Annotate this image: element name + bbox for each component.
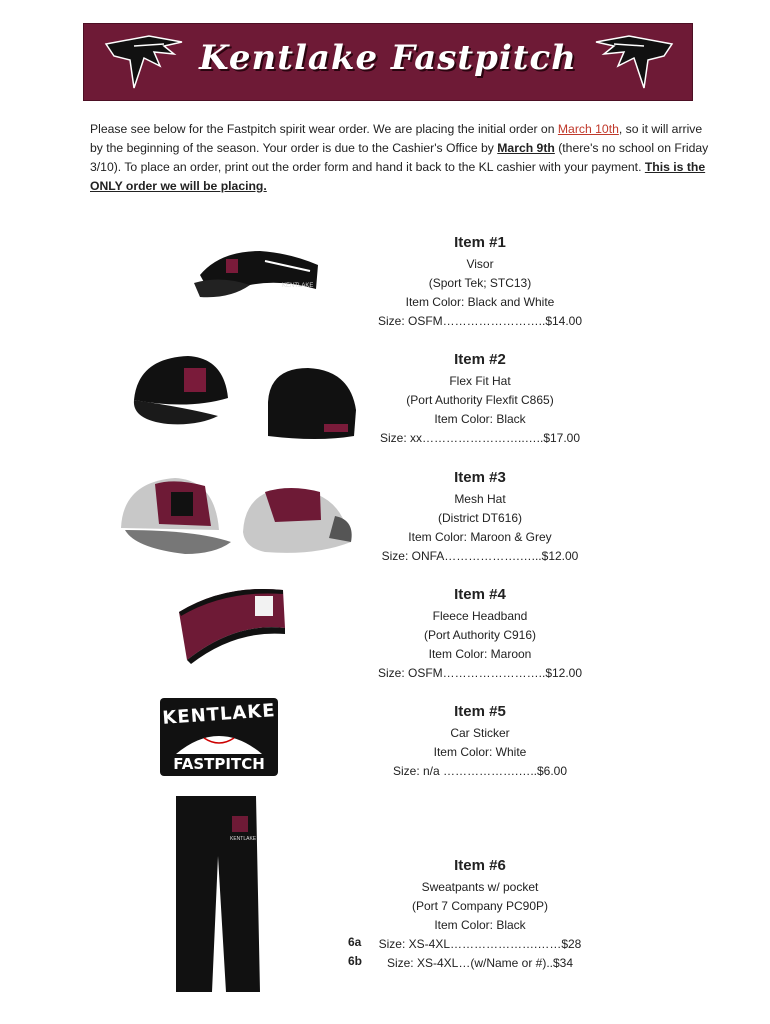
- item-color: Item Color: Black and White: [405, 295, 555, 309]
- item-name: Mesh Hat: [454, 492, 506, 506]
- item-size-price-6a: Size: XS-4XL………………….……$28: [378, 937, 582, 951]
- item-heading: Item #6: [454, 857, 506, 874]
- order-date: March 10th: [557, 122, 619, 136]
- item-card: [330, 855, 630, 973]
- sweatpants-image: [168, 796, 264, 992]
- visor-image: [190, 245, 322, 305]
- item-name: Visor: [466, 257, 494, 271]
- item-model: (Port 7 Company PC90P): [411, 899, 549, 913]
- intro-paragraph: [90, 120, 710, 196]
- item-model: (Port Authority C916): [423, 628, 537, 642]
- item-name: Fleece Headband: [432, 609, 528, 623]
- option-label-6b: 6b: [348, 954, 363, 968]
- item-size-price: Size: xx……………………..…..$17.00: [379, 431, 581, 445]
- item-model: (Port Authority Flexfit C865): [406, 393, 554, 407]
- mesh-hat-image: [115, 472, 358, 572]
- item-name: Flex Fit Hat: [449, 374, 511, 388]
- item-model: (District DT616): [437, 511, 522, 525]
- item-size-price: Size: OSFM……………………..$14.00: [377, 314, 583, 328]
- flexfit-hat-image: [128, 350, 363, 445]
- softball-icon: [174, 728, 264, 754]
- headband-image: [175, 582, 287, 666]
- item-card: [330, 584, 630, 683]
- banner-title: Kentlake Fastpitch: [199, 38, 577, 78]
- intro-text-1: Please see below for the Fastpitch spirit wear order. We are placing the initial order on: [90, 122, 558, 136]
- item-heading: Item #1: [454, 234, 506, 251]
- intro-text-3: (there's no school on Friday 3/10). To place an order, print out the order form and hand it back to the KL cashier with your payment.: [90, 141, 709, 174]
- item-heading: Item #3: [454, 469, 506, 486]
- item-size-price: Size: OSFM……………………..$12.00: [377, 666, 583, 680]
- item-card: [330, 467, 630, 566]
- item-heading: Item #5: [454, 703, 506, 720]
- item-card: [330, 232, 630, 331]
- svg-text:KENTLAKE: KENTLAKE: [230, 836, 257, 842]
- item-name: Sweatpants w/ pocket: [421, 880, 539, 894]
- item-heading: Item #2: [454, 351, 506, 368]
- header-banner: [83, 23, 693, 101]
- item-size-price: Size: n/a ……………….…..$6.00: [392, 764, 568, 778]
- item-color: Item Color: Black: [434, 918, 526, 932]
- sticker-bottom-text: FASTPITCH: [173, 755, 265, 773]
- item-color: Item Color: White: [433, 745, 527, 759]
- item-heading: Item #4: [454, 586, 506, 603]
- item-card: [330, 349, 630, 448]
- intro-text-2: , so it will arrive by the beginning of the season. Your order is due to the Cashier's Office by: [90, 122, 703, 155]
- falcon-logo-icon: [594, 32, 674, 90]
- svg-text:KENTLAKE: KENTLAKE: [282, 283, 314, 289]
- car-sticker-image: [160, 698, 278, 776]
- sticker-top-text: KENTLAKE: [161, 700, 277, 729]
- option-label-6a: 6a: [348, 935, 362, 949]
- item-model: (Sport Tek; STC13): [428, 276, 532, 290]
- item-size-price: Size: ONFA……………….…...$12.00: [381, 549, 579, 563]
- item-size-price-6b: Size: XS-4XL…(w/Name or #)..$34: [386, 956, 574, 970]
- item-card: [330, 701, 630, 781]
- item-color: Item Color: Maroon & Grey: [408, 530, 552, 544]
- only-order-notice: This is the ONLY order we will be placing.: [90, 160, 706, 193]
- item-color: Item Color: Maroon: [428, 647, 532, 661]
- item-name: Car Sticker: [450, 726, 510, 740]
- item-color: Item Color: Black: [434, 412, 526, 426]
- due-date: March 9th: [497, 141, 555, 155]
